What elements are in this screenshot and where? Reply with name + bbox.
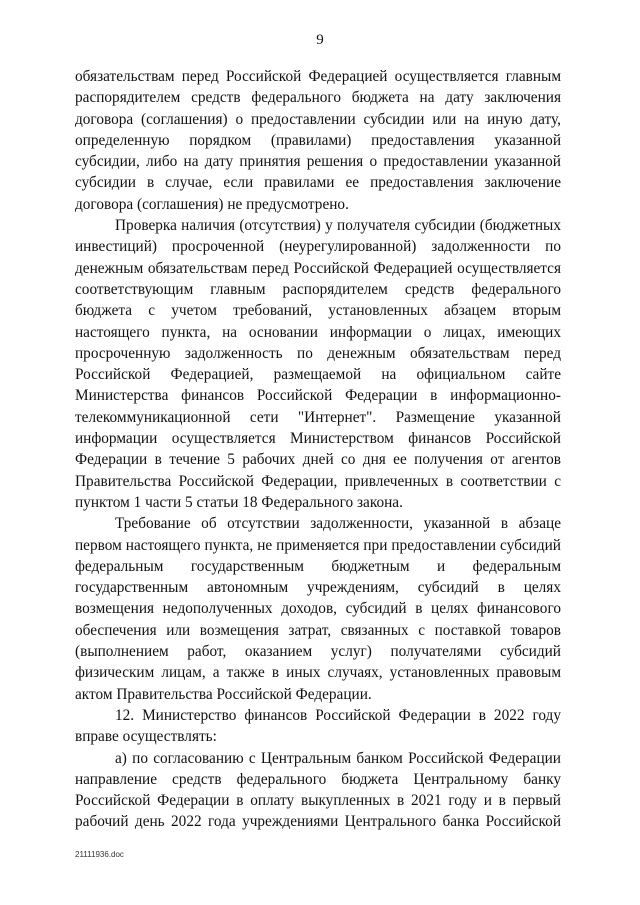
paragraph-requirement-exemption: Требование об отсутствии задолженности, указанной в абзаце первом настоящего пункта, не применяется при предоставлении субсидий федеральным государственным бюджетным и федеральным государственным автономным учреждениям, субсидий в целях возмещения недополученных доходов, субсидий в целях финансового обеспечения или возмещения затрат, связанных с поставкой товаров (выполнением работ, оказанием услуг) получателями субсидий физическим лицам, а также в иных случаях, установленных правовым актом Правительства Российской Федерации. — [75, 515, 561, 703]
document-body — [75, 66, 561, 833]
page-number: 9 — [316, 32, 324, 48]
document-footer-filename: 21111936.doc — [75, 850, 124, 859]
paragraph-item-12: 12. Министерство финансов Российской Федерации в 2022 году вправе осуществлять: — [75, 706, 561, 746]
paragraph-item-12a: а) по согласованию с Центральным банком Российской Федерации направление средств федерального бюджета Центральному банку Российской Федерации в оплату выкупленных в 2021 году и в первый рабочий день 2022 года учреждениями Центрального банка Российской — [75, 749, 561, 831]
paragraph-debt-check: Проверка наличия (отсутствия) у получателя субсидии (бюджетных инвестиций) просроченной (неурегулированной) задолженности по денежным обязательствам перед Российской Федерацией осуществляется соответствующим главным распорядителем средств федерального бюджета с учетом требований, установленных абзацем вторым настоящего пункта, на основании информации о лицах, имеющих просроченную задолженность по денежным обязательствам перед Российской Федерацией, размещаемой на официальном сайте Министерства финансов Российской Федерации в информационно-телекоммуникационной сети "Интернет". Размещение указанной информации осуществляется Министерством финансов Российской Федерации в течение 5 рабочих дней со дня ее получения от агентов Правительства Российской Федерации, привлеченных в соответствии с пунктом 1 части 5 статьи 18 Федерального закона. — [75, 217, 561, 511]
paragraph-continuation: обязательствам перед Российской Федерацией осуществляется главным распорядителем средств федерального бюджета на дату заключения договора (соглашения) о предоставлении субсидии или на иную дату, определенную порядком (правилами) предоставления указанной субсидии, либо на дату принятия решения о предоставлении указанной субсидии в случае, если правилами ее предоставления заключение договора (соглашения) не предусмотрено. — [75, 68, 561, 213]
